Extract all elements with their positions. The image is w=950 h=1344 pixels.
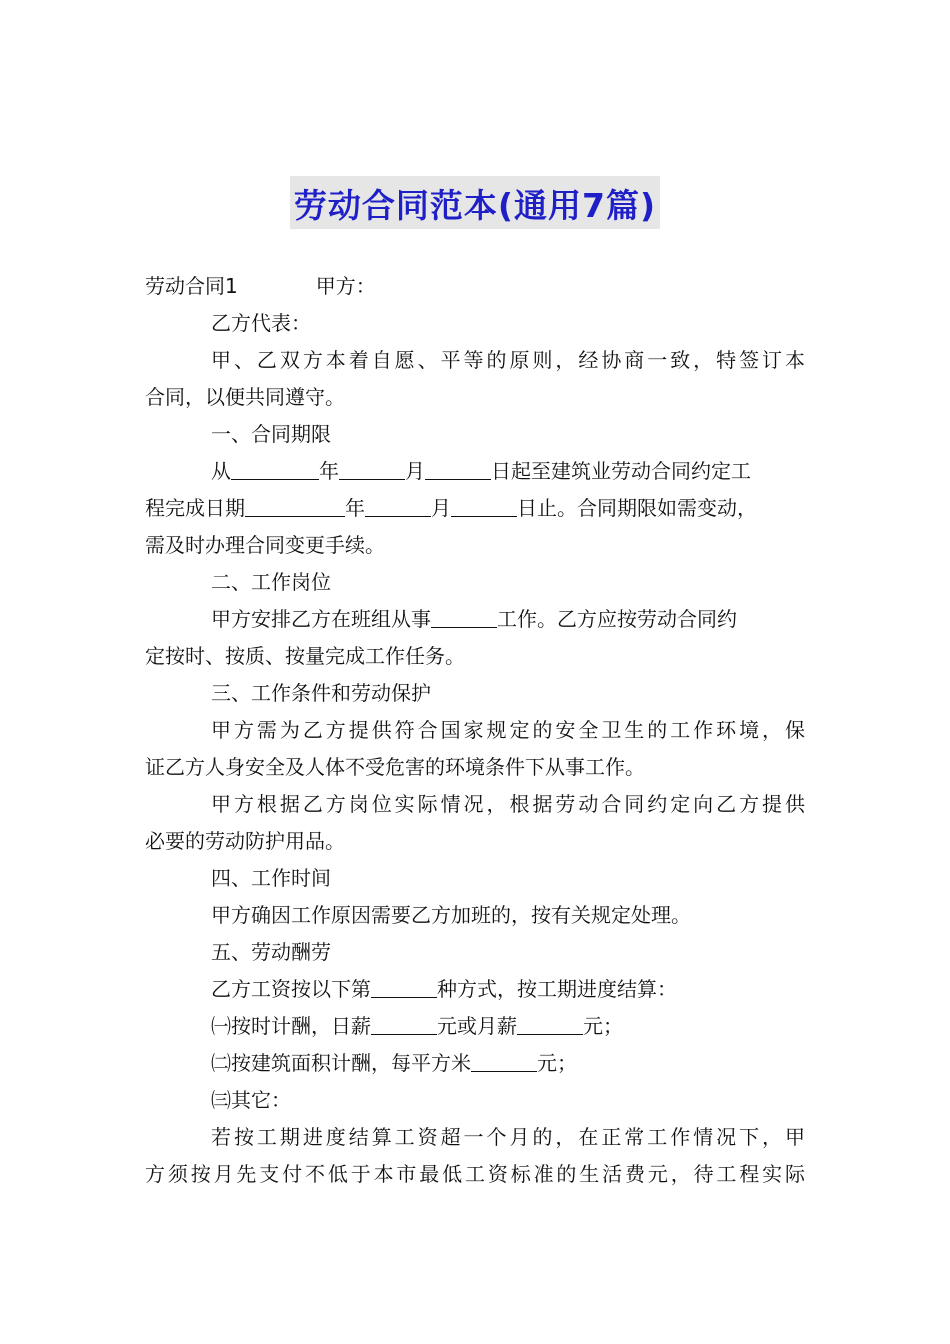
document-title: 劳动合同范本(通用7篇) — [290, 176, 660, 229]
paragraph-text: 定按时、按质、按量完成工作任务。 — [145, 644, 465, 668]
paragraph-text: 需及时办理合同变更手续。 — [145, 533, 385, 557]
section-heading — [145, 564, 805, 601]
paragraph-text: 从 — [211, 459, 231, 483]
blank-field — [425, 457, 491, 480]
section-heading-text: 三、工作条件和劳动保护 — [211, 681, 431, 705]
contract-number: 劳动合同1 — [145, 274, 238, 298]
section-heading — [145, 934, 805, 971]
party-b-rep-label: 乙方代表： — [211, 311, 311, 335]
paragraph-text: 年 — [345, 496, 365, 520]
paragraph-text: 元； — [537, 1051, 577, 1075]
blank-field — [431, 605, 497, 628]
paragraph-text: 元； — [583, 1014, 623, 1038]
paragraph-line — [145, 712, 805, 749]
paragraph-text: ㈠按时计酬，日薪 — [211, 1014, 371, 1038]
paragraph-text: 种方式，按工期进度结算： — [437, 977, 677, 1001]
paragraph-text: 甲方根据乙方岗位实际情况，根据劳动合同约定向乙方提供 — [211, 792, 805, 816]
paragraph-text: 甲方安排乙方在班组从事 — [211, 607, 431, 631]
paragraph-line — [145, 1119, 805, 1156]
paragraph-text: 元或月薪 — [437, 1014, 517, 1038]
section-heading — [145, 416, 805, 453]
party-b-rep-line — [145, 305, 805, 342]
section-heading-text: 四、工作时间 — [211, 866, 331, 890]
paragraph-text: ㈢其它： — [211, 1088, 291, 1112]
blank-field — [371, 1012, 437, 1035]
paragraph-text: 证乙方人身安全及人体不受危害的环境条件下从事工作。 — [145, 755, 645, 779]
paragraph-text: 年 — [319, 459, 339, 483]
paragraph-line — [145, 601, 805, 638]
section-heading-text: 一、合同期限 — [211, 422, 331, 446]
blank-field — [371, 975, 437, 998]
paragraph-text: 甲方需为乙方提供符合国家规定的安全卫生的工作环境，保 — [211, 718, 805, 742]
section-heading-text: 二、工作岗位 — [211, 570, 331, 594]
blank-field — [339, 457, 405, 480]
blank-field — [451, 494, 517, 517]
paragraph-line — [145, 971, 805, 1008]
paragraph-text: 若按工期进度结算工资超一个月的，在正常工作情况下，甲 — [211, 1125, 805, 1149]
paragraph-line — [145, 749, 805, 786]
blank-field — [471, 1049, 537, 1072]
paragraph-line — [145, 1156, 805, 1193]
paragraph-line — [145, 823, 805, 860]
paragraph-line — [145, 638, 805, 675]
paragraph-text: 必要的劳动防护用品。 — [145, 829, 345, 853]
paragraph-text: 月 — [405, 459, 425, 483]
section-heading — [145, 860, 805, 897]
paragraph-text: 乙方工资按以下第 — [211, 977, 371, 1001]
paragraph-line — [145, 897, 805, 934]
section-heading — [145, 675, 805, 712]
document-title-wrap — [0, 176, 950, 229]
paragraph-text: 工作。乙方应按劳动合同约 — [497, 607, 737, 631]
blank-field — [231, 457, 319, 480]
section-heading-text: 五、劳动酬劳 — [211, 940, 331, 964]
blank-field — [517, 1012, 583, 1035]
paragraph-line — [145, 379, 805, 416]
paragraph-line — [145, 786, 805, 823]
paragraph-text: 合同，以便共同遵守。 — [145, 385, 345, 409]
document-body — [145, 268, 805, 1193]
paragraph-line — [145, 527, 805, 564]
paragraph-line — [145, 268, 805, 305]
paragraph-line — [145, 453, 805, 490]
blank-field — [245, 494, 345, 517]
paragraph-line — [145, 1082, 805, 1119]
paragraph-text: 月 — [431, 496, 451, 520]
paragraph-text: ㈡按建筑面积计酬，每平方米 — [211, 1051, 471, 1075]
paragraph-line — [145, 342, 805, 379]
paragraph-text: 甲、乙双方本着自愿、平等的原则，经协商一致，特签订本 — [211, 348, 805, 372]
paragraph-text: 方须按月先支付不低于本市最低工资标准的生活费元，待工程实际 — [145, 1162, 805, 1186]
paragraph-text: 日止。合同期限如需变动， — [517, 496, 757, 520]
paragraph-text: 程完成日期 — [145, 496, 245, 520]
paragraph-line — [145, 1045, 805, 1082]
paragraph-line — [145, 490, 805, 527]
paragraph-line — [145, 1008, 805, 1045]
blank-field — [365, 494, 431, 517]
paragraph-text: 甲方确因工作原因需要乙方加班的，按有关规定处理。 — [211, 903, 691, 927]
paragraph-text: 日起至建筑业劳动合同约定工 — [491, 459, 751, 483]
party-a-label: 甲方： — [315, 274, 376, 298]
